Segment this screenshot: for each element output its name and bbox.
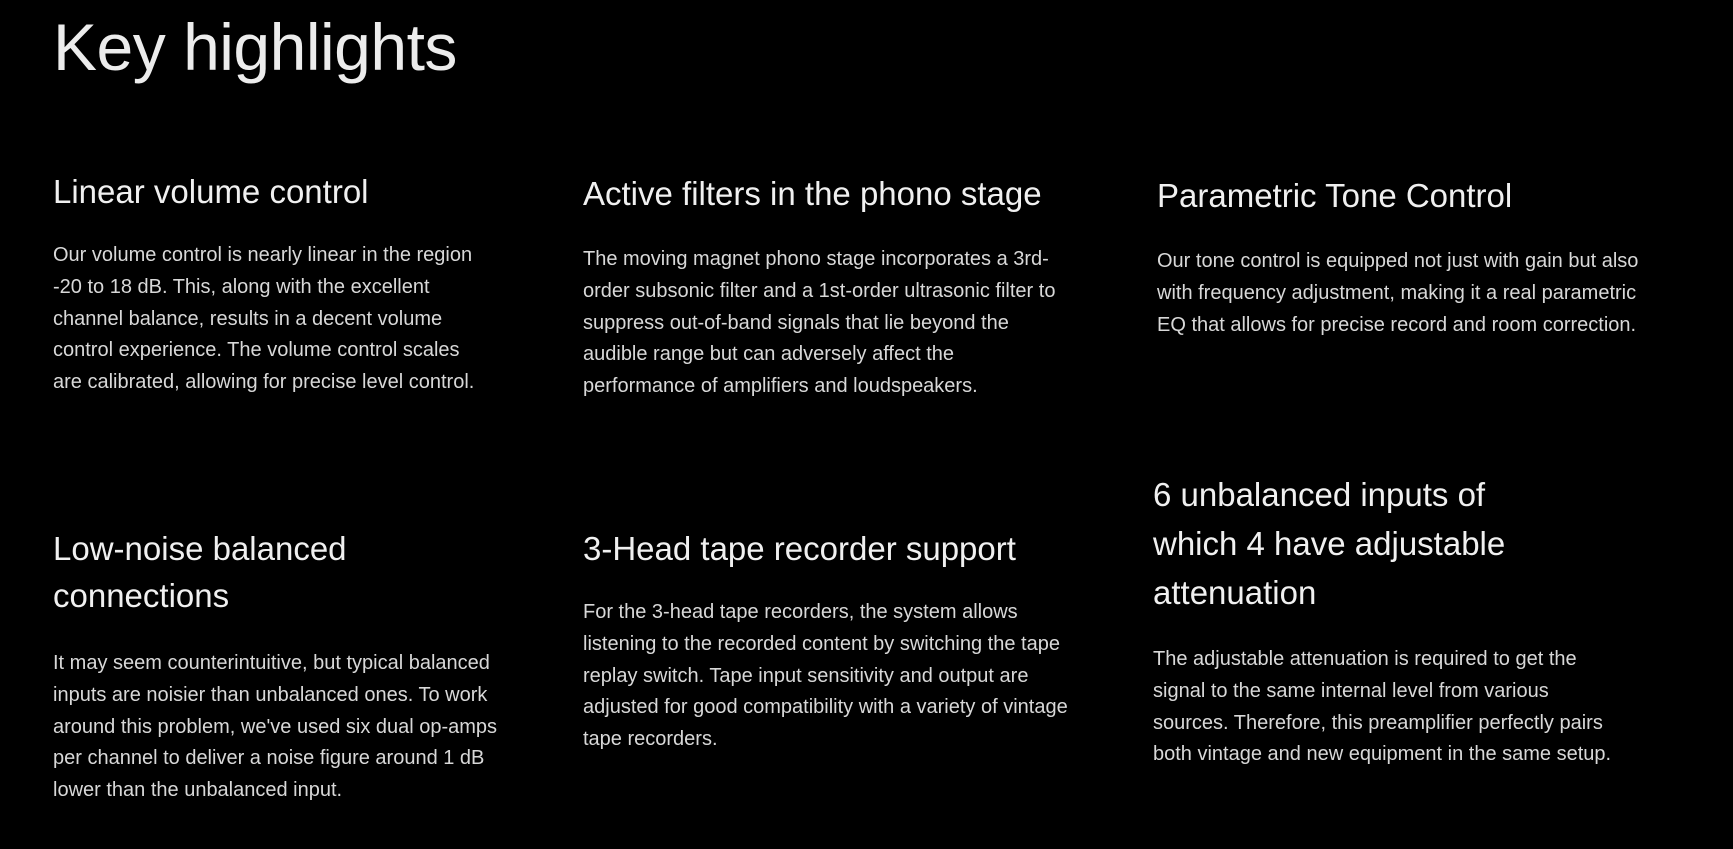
highlight-heading: Active filters in the phono stage	[583, 175, 1042, 212]
highlight-heading: Parametric Tone Control	[1157, 177, 1513, 214]
highlight-heading: 3-Head tape recorder support	[583, 530, 1016, 567]
highlight-body: Our volume control is nearly linear in the region -20 to 18 dB. This, along with the excellent channel balance, results in a decent volume control experience. The volume control scales are calibrated, allowing for precise level control.	[53, 244, 475, 394]
highlight-body: It may seem counterintuitive, but typical balanced inputs are noisier than unbalanced ones. To work around this problem, we've used six dual op-amps per channel to deliver a noise figure around 1 dB lower than the unbalanced input.	[53, 652, 498, 802]
highlight-heading: Linear volume control	[53, 173, 369, 210]
highlight-low-noise-balanced	[53, 525, 498, 807]
highlight-parametric-tone-control	[1157, 172, 1657, 341]
highlight-body: The adjustable attenuation is required to get the signal to the same internal level from various sources. Therefore, this preamplifier perfectly pairs both vintage and new equipment in the same setup.	[1153, 648, 1612, 766]
highlight-heading: Low-noise balanced connections	[53, 530, 347, 614]
highlight-body: Our tone control is equipped not just with gain but also with frequency adjustment, making it a real parametric EQ that allows for precise record and room correction.	[1157, 250, 1639, 336]
highlight-3-head-tape-recorder	[583, 525, 1103, 756]
highlight-unbalanced-inputs	[1153, 470, 1673, 771]
highlight-heading: 6 unbalanced inputs of which 4 have adjustable attenuation	[1153, 476, 1506, 611]
highlight-body: For the 3-head tape recorders, the system allows listening to the recorded content by switching the tape replay switch. Tape input sensitivity and output are adjusted for good compatibility with a variety of vintage tape recorders.	[583, 601, 1068, 751]
highlight-body: The moving magnet phono stage incorporates a 3rd-order subsonic filter and a 1st-order ultrasonic filter to suppress out-of-band signals that lie beyond the audible range but can adversely affect the performance of amplifiers and loudspeakers.	[583, 248, 1056, 398]
highlight-linear-volume-control	[53, 168, 493, 399]
highlight-active-filters-phono	[583, 170, 1083, 403]
page-title: Key highlights	[53, 10, 457, 84]
